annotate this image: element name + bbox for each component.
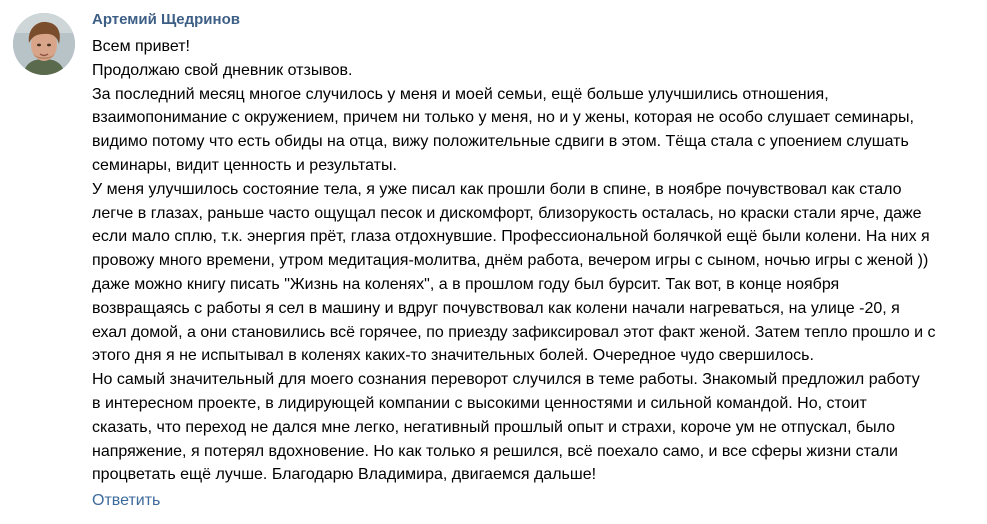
- comment-text-line: взаимопонимание с окружением, причем ни только у меня, но и у жены, которая не особо слушает семинары,: [92, 109, 914, 127]
- comment-text-line: легче в глазах, раньше часто ощущал песок и дискомфорт, близорукость осталась, но краски стали ярче, даже: [92, 204, 922, 222]
- comment-text-line: даже можно книгу писать "Жизнь на коленях", а в прошлом году был бурсит. Так вот, в конце ноября: [92, 275, 840, 293]
- comment-text-line: этого дня я не испытывал в коленях каких-то значительных болей. Очередное чудо свершилось.: [92, 347, 814, 365]
- author-name-link[interactable]: Артемий Щедринов: [92, 11, 240, 28]
- comment-text-line: сказать, что переход не дался мне легко, негативный прошлый опыт и страхи, короче ум не отпускал, было: [92, 418, 896, 436]
- comment-text-line: ехал домой, а они становились всё горячее, по приезду зафиксировал этот факт женой. Затем тепло прошло и с: [92, 323, 936, 341]
- comment-text-line: Продолжаю свой дневник отзывов.: [92, 61, 353, 79]
- comment-text-line: провожу много времени, утром медитация-молитва, днём работа, вечером игры с сыном, ночью игры с женой )): [92, 252, 929, 270]
- comment-text-line: в интересном проекте, в лидирующей компании с высокими ценностями и сильной командой. Но, стоит: [92, 394, 867, 412]
- comment-text-line: если мало сплю, т.к. энергия прёт, глаза отдохнувшие. Профессиональной болячкой ещё были колени. На них я: [92, 228, 930, 246]
- avatar[interactable]: [13, 13, 75, 75]
- comment-text: [92, 35, 972, 487]
- comment-text-line: процветать ещё лучше. Благодарю Владимира, двигаемся дальше!: [92, 466, 597, 484]
- comment-text-line: За последний месяц многое случилось у меня и моей семьи, ещё больше улучшились отношения,: [92, 85, 829, 103]
- comment-text-line: Но самый значительный для моего сознания переворот случился в теме работы. Знакомый предложил работу: [92, 371, 920, 389]
- reply-link[interactable]: Ответить: [92, 492, 161, 509]
- comment-text-line: Всем привет!: [92, 38, 190, 55]
- comment-text-line: У меня улучшилось состояние тела, я уже писал как прошли боли в спине, в ноябре почувствовал как стало: [92, 180, 902, 198]
- comment-text-line: семинары, видит ценность и результаты.: [92, 156, 397, 174]
- comment-text-line: напряжение, я потерял вдохновение. Но как только я решился, всё поехало само, и все сферы жизни стали: [92, 442, 898, 460]
- comment-text-line: видимо потому что есть обиды на отца, вижу положительные сдвиги в этом. Тёща стала с упоением слушать: [92, 133, 909, 151]
- comment-text-line: возвращаясь с работы я сел в машину и вдруг почувствовал как колени начали нагреваться, на улице -20, я: [92, 299, 900, 317]
- avatar-photo-icon: [13, 13, 75, 75]
